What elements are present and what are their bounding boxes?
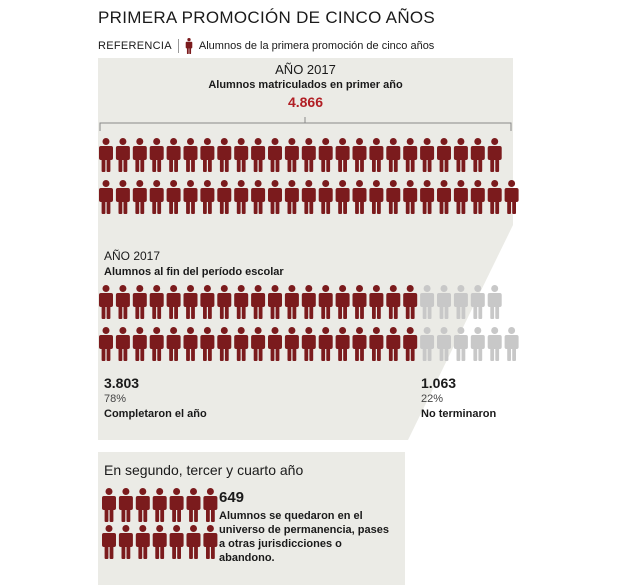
- not-completed-value: 1.063: [421, 375, 457, 391]
- later-years-title: En segundo, tercer y cuarto año: [104, 462, 304, 478]
- reference-label: REFERENCIA: [98, 40, 172, 52]
- reference-text: Alumnos de la primera promoción de cinco años: [198, 40, 435, 52]
- person-icon-not-completed: [471, 327, 485, 361]
- enrolled-value: 4.866: [287, 94, 324, 110]
- enrolled-label: Alumnos matriculados en primer año: [208, 79, 403, 91]
- enrolled-year: AÑO 2017: [275, 62, 336, 77]
- not-completed-label: No terminaron: [421, 408, 497, 420]
- completed-label: Completaron el año: [104, 408, 207, 420]
- person-icon-not-completed: [488, 327, 502, 361]
- later-years-value: 649: [219, 489, 245, 506]
- person-icon-not-completed: [505, 327, 519, 361]
- completed-percent: 78%: [104, 393, 127, 405]
- person-icon-not-completed: [488, 285, 502, 319]
- page-title: PRIMERA PROMOCIÓN DE CINCO AÑOS: [98, 8, 436, 27]
- later-years-description: Alumnos se quedaron en el universo de permanencia, pases a otras jurisdicciones o abandono.: [219, 510, 389, 564]
- end-of-year-year: AÑO 2017: [104, 249, 161, 263]
- not-completed-percent: 22%: [421, 393, 444, 405]
- completed-value: 3.803: [104, 375, 140, 391]
- end-of-year-label: Alumnos al fin del período escolar: [104, 266, 284, 278]
